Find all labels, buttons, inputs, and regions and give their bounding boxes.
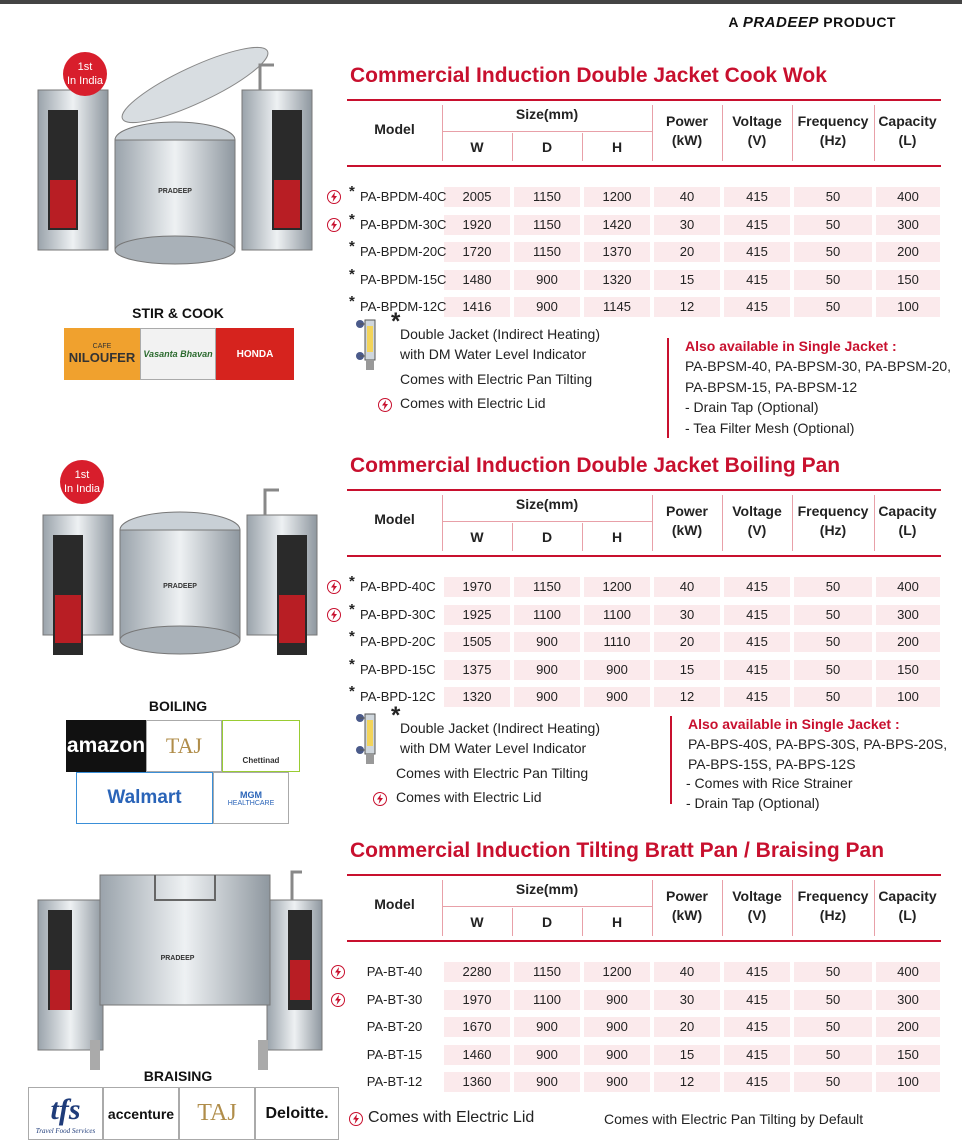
cell-frequency: 50 bbox=[825, 689, 841, 704]
badge-line2: In India bbox=[63, 483, 101, 495]
cell-frequency: 50 bbox=[825, 606, 841, 622]
cell-d: 900 bbox=[536, 299, 558, 314]
cell-d: 900 bbox=[536, 634, 558, 649]
cell-capacity: 200 bbox=[897, 244, 919, 259]
header-frequency-label: Frequency bbox=[797, 113, 869, 129]
cell-power: 20 bbox=[679, 244, 695, 259]
single-jacket-line: - Drain Tap (Optional) bbox=[685, 399, 819, 415]
note-level-indicator: with DM Water Level Indicator bbox=[400, 740, 587, 756]
first-in-india-badge bbox=[63, 52, 107, 96]
cell-model: PA-BPD-20C bbox=[360, 634, 436, 649]
accent-bar bbox=[670, 716, 672, 804]
cell-d: 1150 bbox=[533, 216, 561, 232]
badge-line2: In India bbox=[66, 75, 104, 87]
client-logo-text: NILOUFER bbox=[68, 350, 136, 365]
header-capacity bbox=[874, 112, 941, 150]
header-voltage-label: Voltage bbox=[732, 888, 782, 904]
section-caption: STIR & COOK bbox=[132, 305, 224, 321]
client-logo-text: HONDA bbox=[236, 348, 274, 360]
cell-h: 1200 bbox=[602, 189, 632, 204]
client-logo-text: TAJ bbox=[197, 1100, 237, 1126]
cell-power: 15 bbox=[679, 271, 695, 287]
cell-power: 40 bbox=[679, 964, 695, 979]
table-row bbox=[442, 242, 942, 262]
cell-frequency: 50 bbox=[825, 216, 841, 232]
note-pan-tilting: Comes with Electric Pan Tilting bbox=[400, 371, 593, 387]
cell-frequency: 50 bbox=[825, 964, 841, 979]
machine-brand-label: PRADEEP bbox=[160, 955, 195, 962]
client-logo bbox=[64, 328, 140, 380]
machine-brand-label: PRADEEP bbox=[163, 583, 197, 590]
machine-brand-label: PRADEEP bbox=[158, 188, 192, 195]
table-row bbox=[442, 632, 942, 652]
cell-power: 30 bbox=[679, 216, 695, 232]
cell-power: 30 bbox=[679, 991, 695, 1007]
client-logo-text: Walmart bbox=[107, 787, 182, 808]
cell-power: 12 bbox=[679, 299, 695, 314]
header-w: W bbox=[470, 529, 484, 545]
first-in-india-badge bbox=[60, 460, 104, 504]
cell-capacity: 100 bbox=[897, 299, 919, 314]
table-row bbox=[442, 1072, 942, 1092]
client-logo-text: Vasanta Bhavan bbox=[143, 349, 213, 359]
cell-voltage: 415 bbox=[746, 216, 768, 232]
cell-capacity: 300 bbox=[897, 991, 919, 1007]
cell-w: 1920 bbox=[462, 216, 492, 232]
cell-capacity: 400 bbox=[897, 964, 919, 979]
table-row bbox=[442, 297, 942, 317]
cell-h: 1200 bbox=[602, 579, 632, 594]
client-logo bbox=[222, 720, 300, 772]
header-capacity-unit: (L) bbox=[898, 522, 917, 538]
header-h: H bbox=[611, 529, 623, 545]
cell-d: 1100 bbox=[533, 606, 561, 622]
header-voltage-unit: (V) bbox=[747, 907, 767, 923]
cell-h: 900 bbox=[606, 1046, 628, 1062]
client-logo-text: TAJ bbox=[165, 733, 203, 758]
asterisk-mark: * bbox=[391, 702, 401, 729]
header-power-label: Power bbox=[665, 113, 708, 129]
cell-h: 900 bbox=[606, 1074, 628, 1089]
cell-h: 900 bbox=[606, 661, 628, 677]
client-logo-subtext: Travel Food Services bbox=[35, 1126, 96, 1135]
note-electric-lid: Comes with Electric Lid bbox=[400, 395, 546, 411]
cell-model: PA-BPD-12C bbox=[360, 689, 436, 704]
table-row bbox=[442, 962, 942, 982]
cell-voltage: 415 bbox=[746, 991, 768, 1007]
header-capacity-unit: (L) bbox=[898, 132, 917, 148]
cell-w: 1970 bbox=[462, 991, 492, 1007]
cell-capacity: 300 bbox=[897, 606, 919, 622]
header-frequency-unit: (Hz) bbox=[819, 132, 847, 148]
cell-model: PA-BPD-30C bbox=[360, 606, 436, 622]
asterisk-mark: * bbox=[349, 265, 355, 283]
cell-capacity: 300 bbox=[897, 216, 919, 232]
table-row bbox=[442, 577, 942, 597]
cell-h: 900 bbox=[606, 991, 628, 1007]
cell-h: 1320 bbox=[602, 271, 632, 287]
cell-power: 40 bbox=[679, 579, 695, 594]
header-capacity-label: Capacity bbox=[878, 888, 937, 904]
asterisk-mark: * bbox=[349, 238, 355, 255]
brand-tagline: A PRADEEP PRODUCT bbox=[728, 14, 896, 31]
section-caption: BRAISING bbox=[143, 1068, 213, 1084]
electric-lid-icon bbox=[373, 792, 387, 806]
cell-h: 1100 bbox=[603, 606, 631, 622]
header-capacity-label: Capacity bbox=[878, 113, 937, 129]
header-power bbox=[652, 887, 722, 925]
cell-power: 20 bbox=[679, 634, 695, 649]
cell-model: PA-BT-15 bbox=[366, 1046, 423, 1062]
client-logo bbox=[146, 720, 222, 772]
single-jacket-line: - Tea Filter Mesh (Optional) bbox=[685, 419, 855, 436]
header-power bbox=[652, 502, 722, 540]
section-title: Commercial Induction Double Jacket Boiling Pan bbox=[350, 454, 841, 477]
header-voltage-unit: (V) bbox=[747, 522, 767, 538]
cell-power: 40 bbox=[679, 189, 695, 204]
cell-w: 2005 bbox=[462, 189, 492, 204]
note-pan-tilting-default: Comes with Electric Pan Tilting by Default bbox=[604, 1111, 864, 1127]
header-d: D bbox=[541, 529, 553, 545]
header-voltage bbox=[722, 887, 792, 925]
cell-voltage: 415 bbox=[746, 964, 768, 979]
cell-voltage: 415 bbox=[746, 661, 768, 677]
table-row bbox=[442, 1017, 942, 1037]
cell-capacity: 150 bbox=[897, 1046, 919, 1062]
cell-w: 1416 bbox=[462, 299, 492, 314]
header-voltage bbox=[722, 502, 792, 540]
header-size: Size(mm) bbox=[515, 881, 579, 897]
header-frequency bbox=[792, 887, 874, 925]
header-power-label: Power bbox=[665, 503, 708, 519]
header-w: W bbox=[470, 914, 484, 930]
header-frequency-label: Frequency bbox=[797, 503, 869, 519]
table-row bbox=[442, 990, 942, 1010]
cell-d: 1150 bbox=[533, 579, 561, 594]
cell-capacity: 200 bbox=[897, 634, 919, 649]
cell-model: PA-BT-20 bbox=[366, 1019, 423, 1034]
cell-voltage: 415 bbox=[746, 1019, 768, 1034]
electric-lid-icon bbox=[327, 190, 341, 204]
header-frequency-unit: (Hz) bbox=[819, 907, 847, 923]
cell-d: 1150 bbox=[533, 964, 561, 979]
cell-model: PA-BT-30 bbox=[366, 991, 423, 1007]
cell-power: 30 bbox=[679, 606, 695, 622]
cell-frequency: 50 bbox=[825, 579, 841, 594]
cell-d: 1100 bbox=[533, 991, 561, 1007]
note-double-jacket: Double Jacket (Indirect Heating) bbox=[400, 326, 600, 342]
cell-w: 1970 bbox=[462, 579, 492, 594]
note-electric-lid: Comes with Electric Lid bbox=[368, 1109, 535, 1126]
cell-power: 20 bbox=[679, 1019, 695, 1034]
asterisk-mark: * bbox=[349, 655, 355, 673]
header-frequency-label: Frequency bbox=[797, 888, 869, 904]
electric-lid-icon bbox=[349, 1112, 363, 1126]
single-jacket-heading: Also available in Single Jacket : bbox=[685, 338, 897, 354]
table-header bbox=[347, 99, 941, 167]
table-row bbox=[442, 605, 942, 625]
cell-voltage: 415 bbox=[746, 1046, 768, 1062]
badge-line1: 1st bbox=[74, 469, 90, 481]
cell-d: 1150 bbox=[533, 189, 561, 204]
cell-power: 12 bbox=[679, 1074, 695, 1089]
cell-w: 1375 bbox=[462, 661, 492, 677]
cell-h: 900 bbox=[606, 689, 628, 704]
single-jacket-line: PA-BPSM-15, PA-BPSM-12 bbox=[685, 378, 858, 395]
cell-w: 1670 bbox=[462, 1019, 492, 1034]
cell-w: 1505 bbox=[462, 634, 492, 649]
cell-model: PA-BPDM-30C bbox=[360, 216, 447, 232]
single-jacket-line: - Comes with Rice Strainer bbox=[686, 775, 853, 791]
client-logo bbox=[216, 328, 294, 380]
header-frequency-unit: (Hz) bbox=[819, 522, 847, 538]
header-capacity-label: Capacity bbox=[878, 503, 937, 519]
cell-d: 900 bbox=[536, 1046, 558, 1062]
electric-lid-icon bbox=[331, 965, 345, 979]
table-header bbox=[347, 874, 941, 942]
client-logo bbox=[28, 1087, 103, 1140]
header-frequency bbox=[792, 112, 874, 150]
client-logo-text: Chettinad bbox=[242, 756, 280, 765]
cell-voltage: 415 bbox=[746, 244, 768, 259]
braising-machine-image bbox=[30, 860, 325, 1075]
cell-d: 900 bbox=[536, 271, 558, 287]
cell-capacity: 100 bbox=[897, 689, 919, 704]
header-model: Model bbox=[374, 121, 415, 137]
client-logo-text: MGM bbox=[240, 789, 262, 800]
header-power bbox=[652, 112, 722, 150]
asterisk-mark: * bbox=[349, 683, 355, 700]
asterisk-mark: * bbox=[349, 600, 355, 618]
cell-frequency: 50 bbox=[825, 1074, 841, 1089]
header-frequency bbox=[792, 502, 874, 540]
cell-frequency: 50 bbox=[825, 244, 841, 259]
asterisk-mark: * bbox=[391, 308, 401, 335]
cell-h: 1370 bbox=[602, 244, 632, 259]
client-logo-text: amazon bbox=[66, 734, 146, 757]
cell-h: 1420 bbox=[602, 216, 632, 232]
electric-lid-icon bbox=[327, 608, 341, 622]
cell-frequency: 50 bbox=[825, 1046, 841, 1062]
header-voltage-label: Voltage bbox=[732, 113, 782, 129]
table-header bbox=[347, 489, 941, 557]
cell-model: PA-BPDM-20C bbox=[360, 244, 447, 259]
cell-model: PA-BPD-15C bbox=[360, 661, 436, 677]
cell-w: 1480 bbox=[462, 271, 492, 287]
single-jacket-line: PA-BPS-15S, PA-BPS-12S bbox=[688, 755, 856, 772]
header-capacity-unit: (L) bbox=[898, 907, 917, 923]
cell-d: 900 bbox=[536, 1019, 558, 1034]
water-level-indicator-icon bbox=[352, 314, 386, 374]
cell-model: PA-BPDM-15C bbox=[360, 271, 447, 287]
cell-voltage: 415 bbox=[746, 189, 768, 204]
single-jacket-line: PA-BPSM-40, PA-BPSM-30, PA-BPSM-20, bbox=[685, 358, 952, 374]
client-logo bbox=[76, 772, 213, 824]
electric-lid-icon bbox=[327, 218, 341, 232]
header-power-unit: (kW) bbox=[671, 132, 703, 148]
electric-lid-icon bbox=[331, 993, 345, 1007]
header-d: D bbox=[541, 139, 553, 155]
cell-model: PA-BPDM-12C bbox=[360, 299, 447, 314]
electric-lid-icon bbox=[327, 580, 341, 594]
client-logo bbox=[103, 1087, 179, 1140]
cell-voltage: 415 bbox=[746, 1074, 768, 1089]
cell-frequency: 50 bbox=[825, 991, 841, 1007]
cell-w: 1320 bbox=[462, 689, 492, 704]
header-size: Size(mm) bbox=[515, 106, 579, 122]
cell-frequency: 50 bbox=[825, 299, 841, 314]
electric-lid-icon bbox=[378, 398, 392, 412]
table-row bbox=[442, 215, 942, 235]
client-logo-text: Deloitte. bbox=[265, 1104, 329, 1122]
cell-h: 1200 bbox=[602, 964, 632, 979]
cell-frequency: 50 bbox=[825, 634, 841, 649]
note-electric-lid: Comes with Electric Lid bbox=[396, 789, 542, 805]
cell-frequency: 50 bbox=[825, 1019, 841, 1034]
note-level-indicator: with DM Water Level Indicator bbox=[400, 346, 587, 362]
cell-voltage: 415 bbox=[746, 271, 768, 287]
cell-power: 15 bbox=[679, 661, 695, 677]
cell-h: 900 bbox=[606, 1019, 628, 1034]
header-voltage-unit: (V) bbox=[747, 132, 767, 148]
cell-voltage: 415 bbox=[746, 606, 768, 622]
header-capacity bbox=[874, 887, 941, 925]
client-logo-text: tfs bbox=[50, 1092, 81, 1126]
header-voltage-label: Voltage bbox=[732, 503, 782, 519]
header-model: Model bbox=[374, 511, 415, 527]
header-size: Size(mm) bbox=[515, 496, 579, 512]
note-pan-tilting: Comes with Electric Pan Tilting bbox=[396, 765, 589, 781]
cell-w: 1925 bbox=[462, 606, 492, 622]
header-voltage bbox=[722, 112, 792, 150]
client-logo-subtext: HEALTHCARE bbox=[227, 799, 275, 807]
cell-voltage: 415 bbox=[746, 689, 768, 704]
cell-frequency: 50 bbox=[825, 271, 841, 287]
cell-capacity: 150 bbox=[897, 661, 919, 677]
cell-voltage: 415 bbox=[746, 634, 768, 649]
cell-power: 12 bbox=[679, 689, 695, 704]
header-power-unit: (kW) bbox=[671, 907, 703, 923]
cell-frequency: 50 bbox=[825, 661, 841, 677]
header-capacity bbox=[874, 502, 941, 540]
header-power-unit: (kW) bbox=[671, 522, 703, 538]
header-power-label: Power bbox=[665, 888, 708, 904]
asterisk-mark: * bbox=[349, 628, 355, 645]
cell-d: 900 bbox=[536, 1074, 558, 1089]
table-row bbox=[442, 1045, 942, 1065]
cell-model: PA-BPD-40C bbox=[360, 579, 436, 594]
cell-w: 1460 bbox=[462, 1046, 492, 1062]
cell-d: 1150 bbox=[533, 244, 561, 259]
single-jacket-line: - Drain Tap (Optional) bbox=[686, 794, 820, 811]
single-jacket-heading: Also available in Single Jacket : bbox=[688, 716, 900, 732]
client-logo bbox=[255, 1087, 339, 1140]
cell-capacity: 150 bbox=[897, 271, 919, 287]
client-logo bbox=[213, 772, 289, 824]
client-logo bbox=[66, 720, 146, 772]
cell-power: 15 bbox=[679, 1046, 695, 1062]
header-d: D bbox=[541, 914, 553, 930]
client-logo bbox=[140, 328, 216, 380]
header-h: H bbox=[611, 914, 623, 930]
cell-model: PA-BPDM-40C bbox=[360, 189, 447, 204]
cell-h: 1110 bbox=[603, 634, 631, 649]
note-double-jacket: Double Jacket (Indirect Heating) bbox=[400, 720, 600, 736]
table-row bbox=[442, 187, 942, 207]
cell-frequency: 50 bbox=[825, 189, 841, 204]
accent-bar bbox=[667, 338, 669, 438]
cell-voltage: 415 bbox=[746, 579, 768, 594]
badge-line1: 1st bbox=[77, 61, 93, 73]
cell-capacity: 400 bbox=[897, 189, 919, 204]
cell-h: 1145 bbox=[603, 299, 631, 314]
single-jacket-line: PA-BPS-40S, PA-BPS-30S, PA-BPS-20S, bbox=[688, 736, 948, 752]
section-caption: BOILING bbox=[148, 698, 208, 714]
cell-d: 900 bbox=[536, 689, 558, 704]
cell-capacity: 200 bbox=[897, 1019, 919, 1034]
asterisk-mark: * bbox=[349, 183, 355, 200]
cell-d: 900 bbox=[536, 661, 558, 677]
table-row bbox=[442, 687, 942, 707]
client-logo-text: accenture bbox=[107, 1105, 175, 1122]
cell-w: 1360 bbox=[462, 1074, 492, 1089]
cell-w: 1720 bbox=[462, 244, 492, 259]
section-title: Commercial Induction Double Jacket Cook Wok bbox=[350, 64, 827, 87]
table-row bbox=[442, 660, 942, 680]
asterisk-mark: * bbox=[349, 293, 355, 310]
header-w: W bbox=[470, 139, 484, 155]
cell-w: 2280 bbox=[462, 964, 492, 979]
header-model: Model bbox=[374, 896, 415, 912]
cell-capacity: 100 bbox=[897, 1074, 919, 1089]
cell-model: PA-BT-40 bbox=[366, 964, 423, 979]
cell-voltage: 415 bbox=[746, 299, 768, 314]
cell-capacity: 400 bbox=[897, 579, 919, 594]
header-h: H bbox=[611, 139, 623, 155]
client-logo bbox=[179, 1087, 255, 1140]
table-row bbox=[442, 270, 942, 290]
section-title: Commercial Induction Tilting Bratt Pan / Braising Pan bbox=[350, 839, 885, 862]
water-level-indicator-icon bbox=[352, 708, 386, 768]
cell-model: PA-BT-12 bbox=[366, 1074, 423, 1089]
top-rule bbox=[0, 0, 962, 4]
asterisk-mark: * bbox=[349, 210, 355, 228]
client-logo-subtext: CAFE bbox=[92, 343, 112, 350]
asterisk-mark: * bbox=[349, 573, 355, 590]
